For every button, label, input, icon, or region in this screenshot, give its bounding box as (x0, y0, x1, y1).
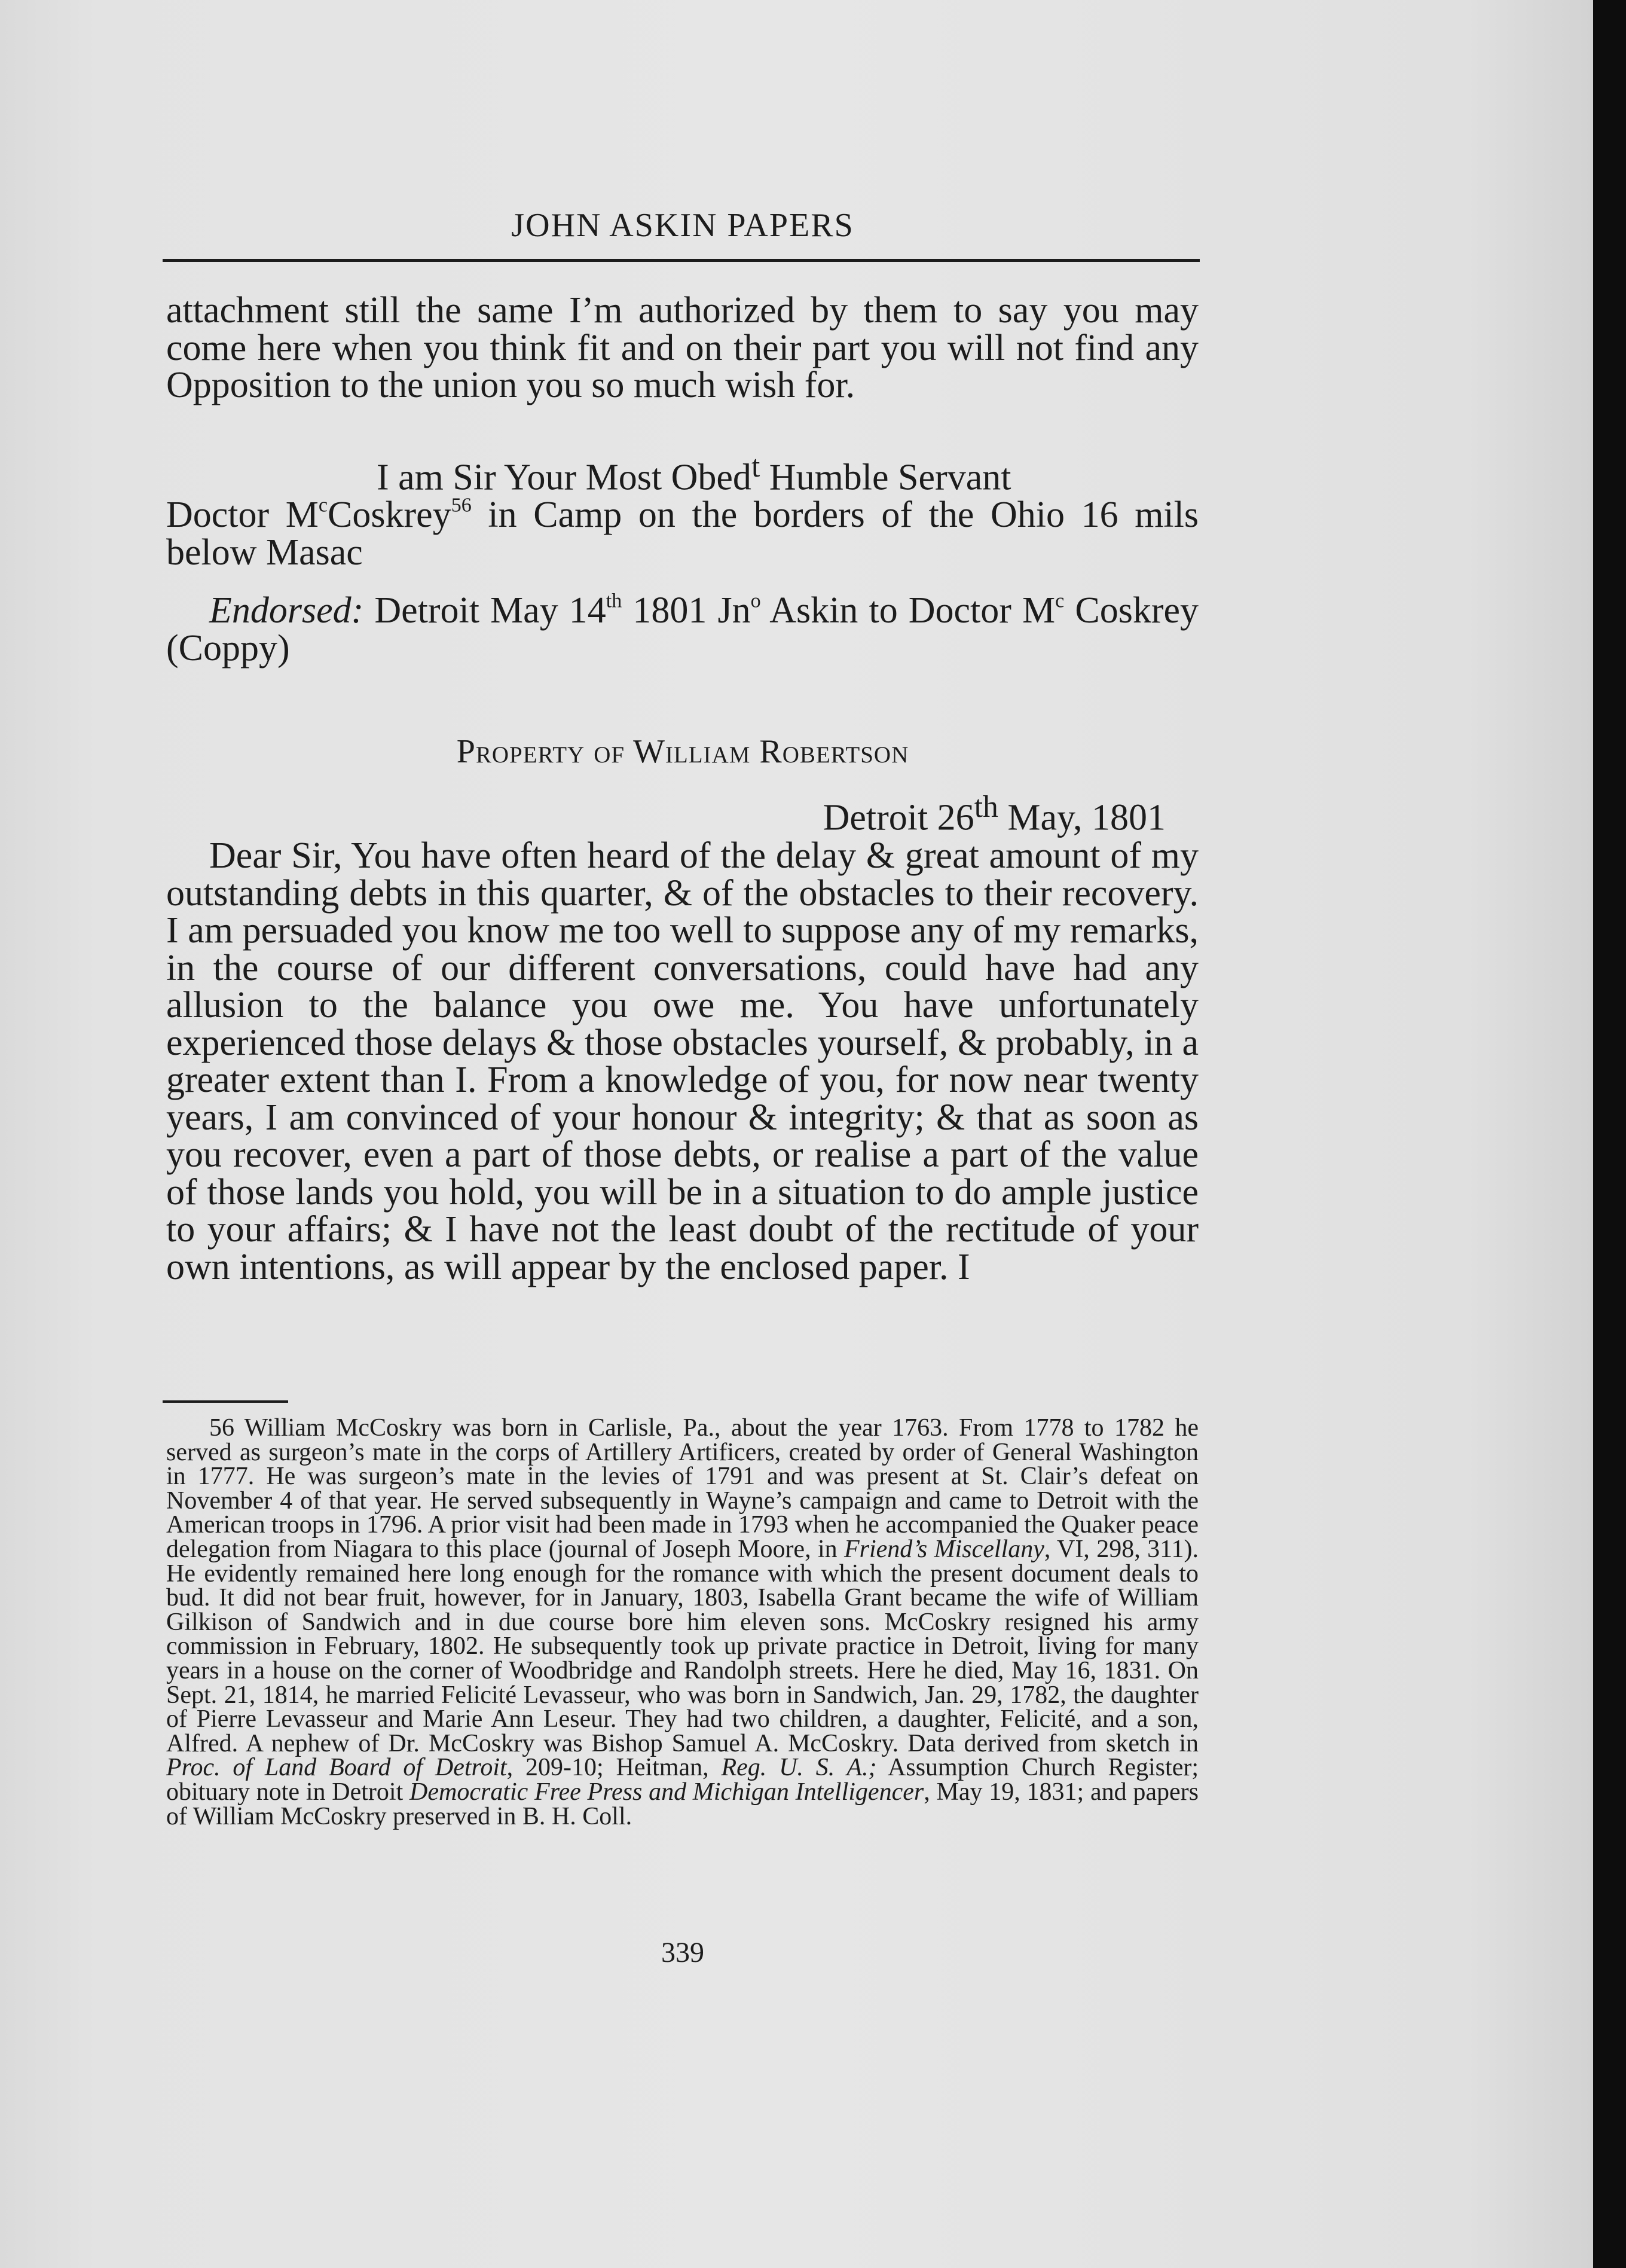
dateline-suffix: May, 1801 (998, 797, 1166, 838)
letter-address (166, 496, 1199, 571)
footnote-italic-c: Reg. U. S. A.; (721, 1754, 877, 1782)
footnote-number: 56 (209, 1414, 234, 1442)
dateline-prefix: Detroit 26 (823, 797, 974, 838)
endorsed-superscript-1: th (606, 590, 622, 612)
footnote-italic-d: Democratic Free Press and Michigan Intelligencer (409, 1778, 924, 1806)
endorsed-text-4: Coskrey (Coppy) (166, 590, 1199, 669)
address-name: Coskrey (328, 494, 451, 535)
endorsed-text-3: Askin to Doctor M (760, 590, 1056, 631)
footnote-rule (163, 1400, 288, 1403)
address-location: in Camp on the borders of the Ohio 16 mils below Masac (166, 494, 1199, 573)
scan-background-edge (1593, 0, 1626, 2268)
footnote-text-c: , 209-10; Heitman, (506, 1754, 722, 1782)
footnote-reference: 56 (451, 494, 472, 517)
footnote-text-b: , VI, 298, 311). He evidently remained here long enough for the romance with which the present document deals to bud. It did not bear fruit, however, for in January, 1803, Isabella Grant became the wife of William Gilkison of Sandwich and in due course bore him eleven sons. McCoskry resigned his army commission in February, 1802. He subsequently took up private practice in Detroit, living for many years in a house on the corner of Woodbridge and Randolph streets. Here he died, May 16, 1831. On Sept. 21, 1814, he married Felicité Levasseur, who was born in Sandwich, Jan. 29, 1782, the daughter of Pierre Levasseur and Marie Ann Leseur. They had two children, a daughter, Felicité, and a son, Alfred. A nephew of Dr. McCoskry was Bishop Samuel A. McCoskry. Data derived from sketch in (166, 1535, 1199, 1757)
closing-suffix: Humble Servant (760, 457, 1011, 498)
endorsement (166, 592, 1199, 667)
dateline-superscript: th (974, 790, 998, 824)
endorsed-label: Endorsed: (209, 590, 364, 631)
closing-prefix: I am Sir Your Most Obed (377, 457, 751, 498)
footnote-text-a: William McCoskry was born in Carlisle, Pa., about the year 1763. From 1778 to 1782 he served as surgeon’s mate in the corps of Artillery Artificers, created by order of General Washington in 1777. He was surgeon’s mate in the levies of 1791 and was present at St. Clair’s defeat on November 4 of that year. He served subsequently in Wayne’s campaign and came to Detroit with the American troops in 1796. A prior visit had been made in 1793 when he accompanied the Quaker peace delegation from Niagara to this place (journal of Joseph Moore, in (166, 1414, 1199, 1563)
letter-closing-line (377, 448, 1011, 497)
running-head: JOHN ASKIN PAPERS (511, 207, 854, 244)
letter-dateline (823, 789, 1166, 840)
closing-superscript: t (751, 450, 760, 484)
endorsed-text-2: 1801 Jn (622, 590, 751, 631)
footnote-text-e: , May 19, 1831; and papers of William McCoskry preserved in B. H. Coll. (166, 1778, 1199, 1830)
footnote-italic-a: Friend’s Miscellany (844, 1535, 1044, 1563)
letter-closing-paragraph: attachment still the same I’m authorized by them to say you may come here when you think fit and on their part you will not find any Opposition to the union you so much wish for. (166, 290, 1199, 405)
address-prefix: Doctor M (166, 494, 319, 535)
address-superscript: c (318, 494, 328, 517)
footnote-italic-b: Proc. of Land Board of Detroit (166, 1754, 507, 1782)
footnote-text-d: Assumption Church Register; obituary note in Detroit (166, 1754, 1199, 1806)
letter-body: Dear Sir, You have often heard of the delay & great amount of my outstanding debts in this quarter, & of the obstacles to their recovery. I am persuaded you know me too well to suppose any of my remarks, in the course of our different conversations, could have had any allusion to the balance you owe me. You have unfortunately experienced those delays & those obstacles yourself, & probably, in a greater extent than I. From a knowledge of you, for now near twenty years, I am convinced of your honour & integrity; & that as soon as you recover, even a part of those debts, or realise a part of the value of those lands you hold, you will be in a situation to do ample justice to your affairs; & I have not the least doubt of the rectitude of your own intentions, as will appear by the enclosed paper. I (166, 835, 1199, 1287)
endorsed-superscript-3: c (1055, 590, 1065, 612)
endorsed-text-1: Detroit May 14 (363, 590, 606, 631)
page-number: 339 (661, 1937, 704, 1968)
section-title: Property of William Robertson (456, 733, 909, 770)
footnote (166, 1416, 1199, 1829)
header-rule (163, 259, 1200, 262)
endorsed-superscript-2: o (750, 590, 761, 612)
